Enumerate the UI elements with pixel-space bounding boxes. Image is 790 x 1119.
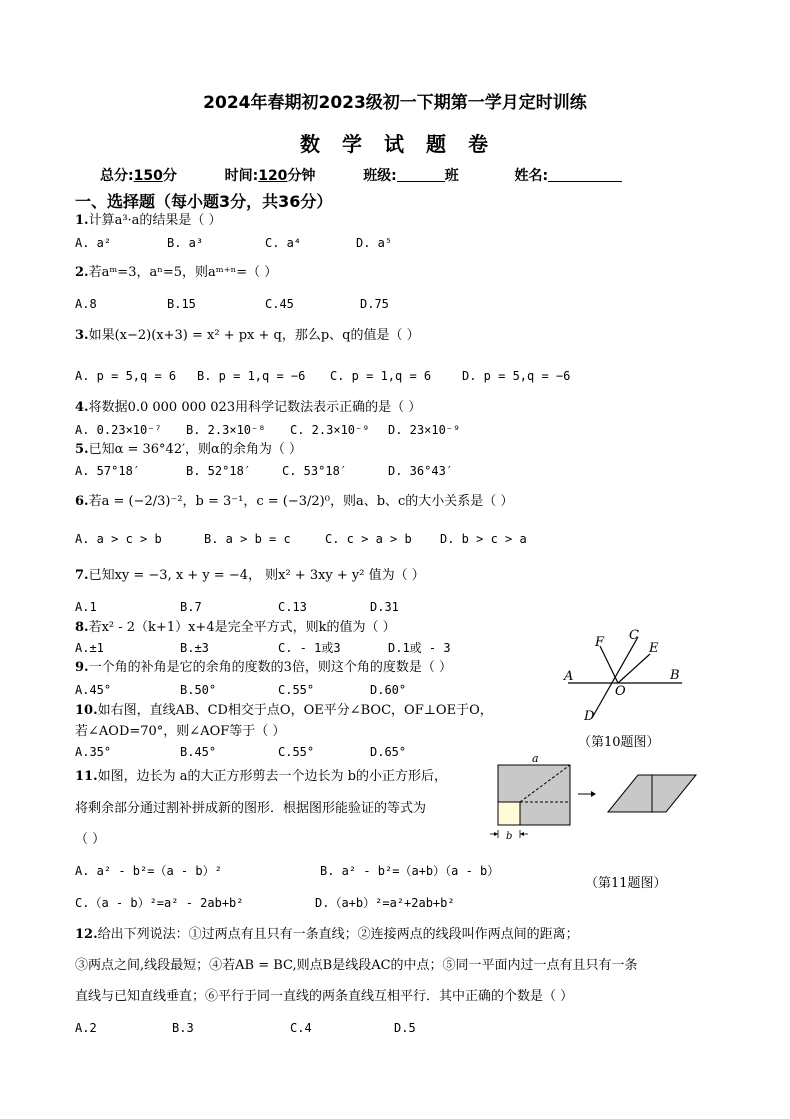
option: D. b > c > a [440, 532, 527, 546]
figure-11-caption: （第11题图） [585, 876, 667, 891]
name-blank[interactable] [548, 167, 622, 182]
label-A: A [564, 669, 574, 684]
option: C.55° [278, 745, 315, 759]
label-C: C [629, 628, 639, 643]
question-number: 11. [75, 769, 98, 784]
option: D.（a+b）²=a²+2ab+b² [315, 896, 455, 910]
option: A. a > c > b [75, 532, 162, 546]
option: C. c > a > b [325, 532, 412, 546]
question-1 [75, 213, 222, 229]
option: B. 2.3×10⁻⁸ [186, 423, 266, 437]
score-value: 150 [133, 168, 163, 184]
question-stem: 一个角的补角是它的余角的度数的3倍，则这个角的度数是（ ） [88, 660, 452, 675]
option: C. a⁴ [265, 236, 302, 250]
question-stem: 若a = (−2/3)⁻²，b = 3⁻¹，c = (−3/2)⁰，则a、b、c的大小关系是（ ） [88, 494, 514, 509]
label-b: b [506, 831, 513, 842]
section-title: 一、选择题（每小题3分，共36分） [75, 192, 333, 211]
option: C.55° [278, 683, 315, 697]
option: C.45 [265, 297, 294, 311]
question-number: 2. [75, 265, 89, 280]
class-label: 班级: [363, 168, 397, 184]
option: B.7 [180, 600, 202, 614]
question-number: 4. [75, 400, 89, 415]
option: C. 2.3×10⁻⁹ [290, 423, 370, 437]
figure-10-lines [560, 624, 690, 724]
option: A.1 [75, 600, 97, 614]
option: A. a² [75, 236, 112, 250]
option: C. p = 1,q = 6 [330, 369, 432, 383]
option: C.13 [278, 600, 307, 614]
question-number: 3. [75, 328, 89, 343]
option: D.31 [370, 600, 399, 614]
question-number: 6. [75, 494, 89, 509]
time-unit: 分钟 [287, 168, 316, 184]
option: A.8 [75, 297, 97, 311]
question-number: 8. [75, 620, 89, 635]
option: C. 53°18′ [282, 464, 348, 478]
option: B.15 [167, 297, 196, 311]
option: A. 57°18′ [75, 464, 141, 478]
score-label: 总分: [100, 168, 134, 184]
option: A.±1 [75, 641, 104, 655]
option: B. p = 1,q = −6 [197, 369, 306, 383]
time-label: 时间: [224, 168, 259, 184]
name-label: 姓名: [514, 168, 549, 184]
figure-11-squares [490, 752, 705, 842]
label-O: O [615, 684, 626, 699]
option: A. 0.23×10⁻⁷ [75, 423, 162, 437]
option: D. p = 5,q = −6 [462, 369, 571, 383]
option: C. - 1或3 [278, 641, 341, 655]
exam-subtitle: 数学试题卷 [300, 132, 510, 156]
option: D. a⁵ [356, 236, 393, 250]
question-11 [75, 769, 447, 785]
question-12-line3: 直线与已知直线垂直；⑥平行于同一直线的两条直线互相平行．其中正确的个数是（ ） [75, 989, 574, 1004]
figure-10-caption: （第10题图） [578, 735, 660, 750]
question-stem: 已知α = 36°42′，则α的余角为（ ） [88, 442, 302, 457]
option: D.60° [370, 683, 407, 697]
question-number: 12. [75, 927, 98, 942]
option: B.±3 [180, 641, 209, 655]
label-F: F [595, 635, 605, 650]
label-E: E [649, 641, 659, 656]
question-stem: 已知xy = −3, x + y = −4， 则x² + 3xy + y² 值为（ ） [88, 568, 425, 583]
option: C.4 [290, 1021, 312, 1035]
question-10 [75, 703, 493, 719]
option: A. a² - b²=（a - b）² [75, 864, 222, 878]
option: B. a³ [167, 236, 204, 250]
exam-title: 2024年春期初2023级初一下期第一学月定时训练 [203, 93, 587, 113]
question-number: 10. [75, 703, 98, 718]
option: D.1或 - 3 [388, 641, 451, 655]
question-number: 7. [75, 568, 89, 583]
question-11-line2: 将剩余部分通过割补拼成新的图形．根据图形能验证的等式为 [75, 801, 427, 816]
option: A. p = 5,q = 6 [75, 369, 177, 383]
label-D: D [584, 709, 595, 724]
option: D.5 [394, 1021, 416, 1035]
question-number: 5. [75, 442, 89, 457]
question-stem: 若x² - 2（k+1）x+4是完全平方式，则k的值为（ ） [88, 620, 396, 635]
time-value: 120 [258, 168, 288, 184]
exam-info-row [100, 165, 622, 185]
question-8 [75, 620, 396, 636]
question-12 [75, 927, 579, 943]
question-9 [75, 660, 452, 676]
question-stem: 若aᵐ=3，aⁿ=5，则aᵐ⁺ⁿ=（ ） [88, 265, 278, 280]
question-2 [75, 265, 277, 281]
question-10-line2: 若∠AOD=70°，则∠AOF等于（ ） [75, 724, 286, 739]
question-stem: 如右图，直线AB、CD相交于点O，OE平分∠BOC，OF⊥OE于O， [97, 703, 493, 718]
option: D. 23×10⁻⁹ [388, 423, 461, 437]
question-6 [75, 494, 513, 510]
option: A.2 [75, 1021, 97, 1035]
question-7 [75, 568, 425, 584]
class-suffix: 班 [444, 168, 459, 184]
option: B.50° [180, 683, 217, 697]
question-stem: 给出下列说法：①过两点有且只有一条直线；②连接两点的线段叫作两点间的距离； [97, 927, 579, 942]
question-number: 9. [75, 660, 89, 675]
class-blank[interactable] [397, 167, 445, 182]
option: B.45° [180, 745, 217, 759]
question-4 [75, 400, 421, 416]
option: D.75 [360, 297, 389, 311]
question-12-line2: ③两点之间,线段最短；④若AB = BC,则点B是线段AC的中点；⑤同一平面内过一点有且只有一条 [75, 958, 638, 973]
option: D.65° [370, 745, 407, 759]
question-stem: 计算a³·a的结果是（ ） [88, 213, 222, 228]
label-a: a [532, 752, 539, 765]
question-number: 1. [75, 213, 89, 228]
option: A.35° [75, 745, 112, 759]
label-B: B [670, 668, 680, 683]
question-11-line3: （ ） [75, 832, 106, 847]
option: A.45° [75, 683, 112, 697]
question-5 [75, 442, 302, 458]
option: C.（a - b）²=a² - 2ab+b² [75, 896, 244, 910]
score-unit: 分 [162, 168, 177, 184]
question-stem: 如图，边长为 a的大正方形剪去一个边长为 b的小正方形后， [97, 769, 447, 784]
option: D. 36°43′ [388, 464, 454, 478]
option: B.3 [172, 1021, 194, 1035]
question-stem: 如果(x−2)(x+3) = x² + px + q，那么p、q的值是（ ） [88, 328, 420, 343]
option: B. a² - b²=（a+b）（a - b） [320, 864, 500, 878]
question-stem: 将数据0.0 000 000 023用科学记数法表示正确的是（ ） [88, 400, 422, 415]
question-3 [75, 328, 420, 344]
option: B. a > b = c [204, 532, 291, 546]
option: B. 52°18′ [186, 464, 252, 478]
